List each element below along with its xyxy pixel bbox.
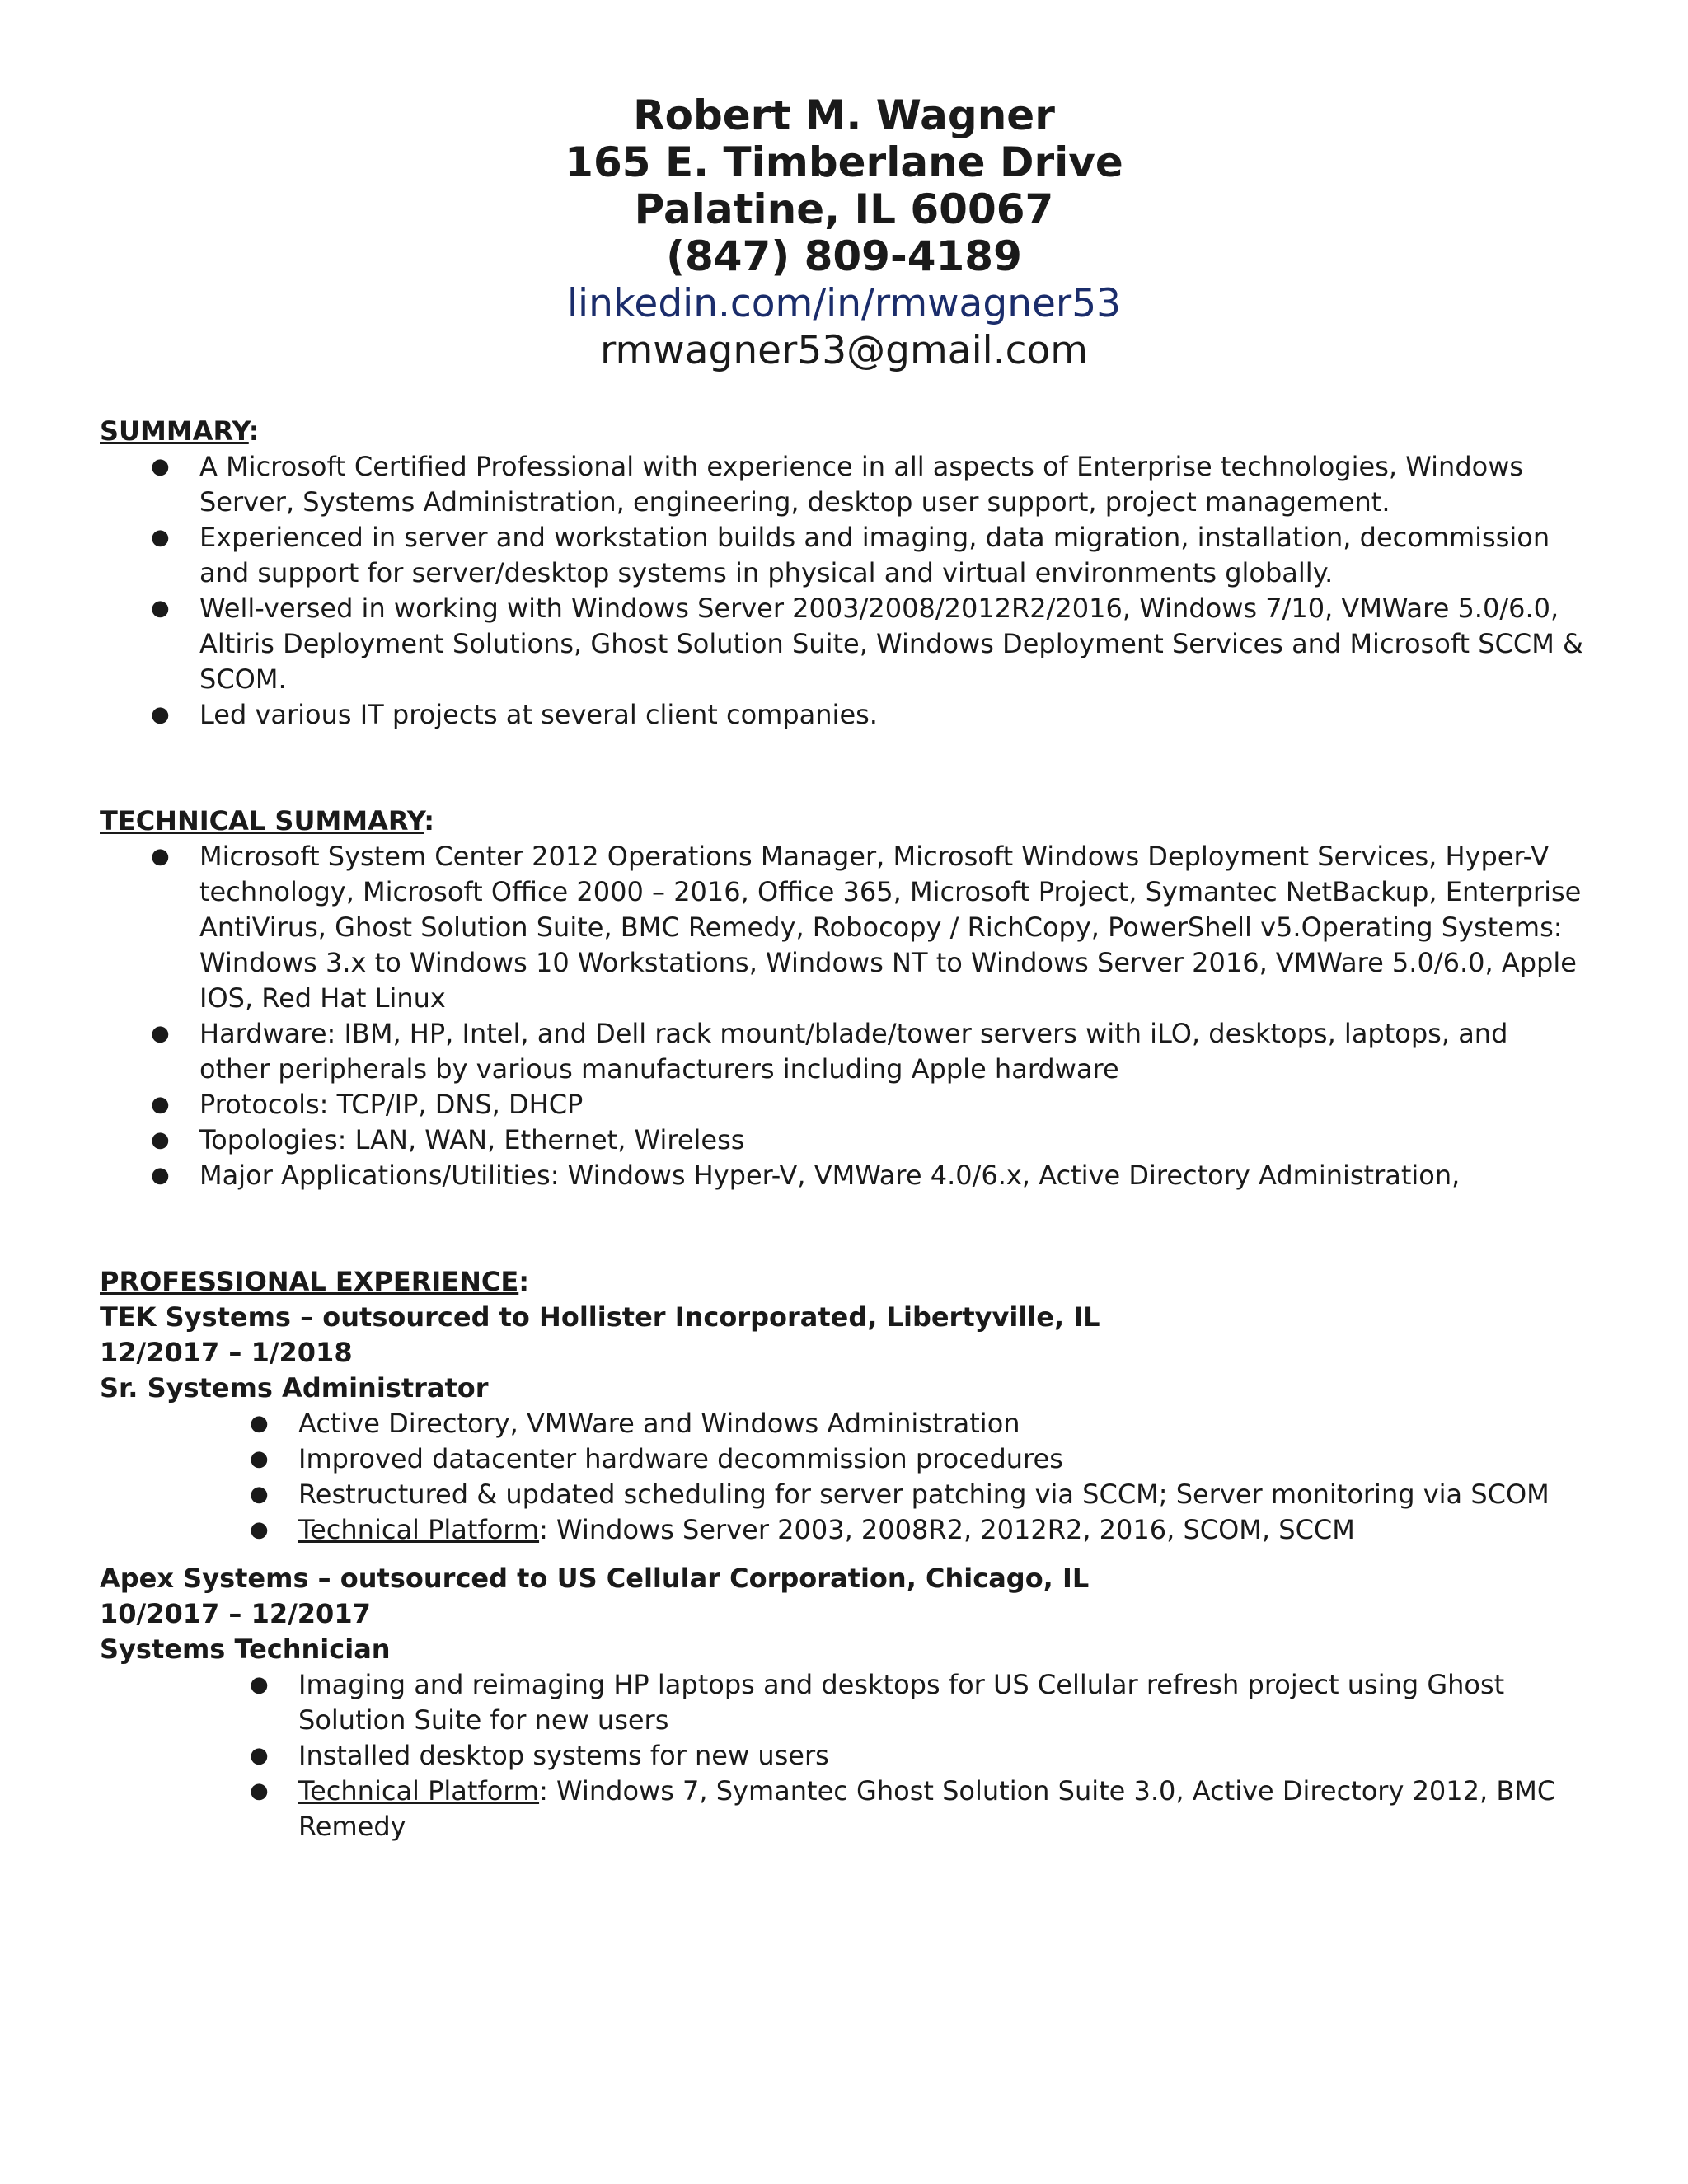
list-item: ● Major Applications/Utilities: Windows Hyper-V, VMWare 4.0/6.x, Active Directory Administration, — [100, 1158, 1583, 1193]
job-role: Systems Technician — [100, 1633, 391, 1665]
job-duties-list — [100, 1667, 1583, 1844]
bullet-icon: ● — [250, 1517, 269, 1542]
list-item: ● Improved datacenter hardware decommission procedures — [100, 1441, 1583, 1477]
list-item: ● Restructured & updated scheduling for server patching via SCCM; Server monitoring via SCOM — [100, 1477, 1583, 1512]
technical-summary-list — [100, 839, 1583, 1193]
technical-summary-heading: TECHNICAL SUMMARY: — [100, 805, 434, 837]
list-item: ● Microsoft System Center 2012 Operations Manager, Microsoft Windows Deployment Services, Hyper-V technology, Microsoft Office 2000 – 2016, Office 365, Microsoft Project, Symantec NetBackup, Enterprise AntiVirus, Ghost Solution Suite, BMC Remedy, Robocopy / RichCopy, PowerShell v5.Operating Systems: Windows 3.x to Windows 10 Workstations, Windows NT to Windows Server 2016, VMWare 5.0/6.0, Apple IOS, Red Hat Linux — [151, 841, 1582, 1014]
bullet-icon: ● — [151, 1163, 170, 1188]
list-item: ● Protocols: TCP/IP, DNS, DHCP — [100, 1087, 1583, 1122]
job-company: Apex Systems – outsourced to US Cellular Corporation, Chicago, IL — [100, 1563, 1090, 1594]
list-item: ● Experienced in server and workstation builds and imaging, data migration, installation, decommission and support for server/desktop systems in physical and virtual environments globally. — [151, 522, 1550, 588]
bullet-icon: ● — [250, 1446, 269, 1471]
list-item: ● Hardware: IBM, HP, Intel, and Dell rack mount/blade/tower servers with iLO, desktops, laptops, and other peripherals by various manufacturers including Apple hardware — [151, 1018, 1508, 1085]
bullet-icon: ● — [151, 525, 170, 550]
bullet-icon: ● — [250, 1672, 269, 1697]
list-item: ● Topologies: LAN, WAN, Ethernet, Wireless — [100, 1122, 1583, 1158]
job-company: TEK Systems – outsourced to Hollister Incorporated, Libertyville, IL — [100, 1301, 1100, 1333]
bullet-icon: ● — [250, 1482, 269, 1507]
job-role: Sr. Systems Administrator — [100, 1372, 489, 1404]
bullet-icon: ● — [151, 596, 170, 621]
city-state-zip: Palatine, IL 60067 — [634, 185, 1054, 233]
job-entry — [100, 1300, 1583, 1548]
bullet-icon: ● — [151, 844, 170, 869]
list-item — [100, 1512, 1583, 1548]
platform-value: : Windows 7, Symantec Ghost Solution Suite 3.0, Active Directory 2012, BMC Remedy — [298, 1775, 1556, 1842]
bullet-icon: ● — [151, 1092, 170, 1117]
bullet-icon: ● — [250, 1411, 269, 1436]
bullet-icon: ● — [250, 1743, 269, 1768]
list-item: ● Well-versed in working with Windows Server 2003/2008/2012R2/2016, Windows 7/10, VMWare 5.0/6.0, Altiris Deployment Solutions, Ghost Solution Suite, Windows Deployment Services and Microsoft SCCM & SCOM. — [151, 593, 1583, 695]
platform-value: : Windows Server 2003, 2008R2, 2012R2, 2016, SCOM, SCCM — [539, 1514, 1355, 1545]
list-item: ● Active Directory, VMWare and Windows Administration — [100, 1406, 1583, 1441]
resume-header — [0, 92, 1688, 374]
bullet-icon: ● — [151, 454, 170, 479]
bullet-icon: ● — [151, 1021, 170, 1046]
list-item: ● Imaging and reimaging HP laptops and desktops for US Cellular refresh project using Ghost Solution Suite for new users — [250, 1669, 1505, 1736]
list-item: ● A Microsoft Certified Professional with experience in all aspects of Enterprise technologies, Windows Server, Systems Administration, engineering, desktop user support, project management. — [151, 451, 1524, 518]
street-address: 165 E. Timberlane Drive — [565, 138, 1123, 186]
platform-label: Technical Platform — [298, 1775, 540, 1807]
summary-heading: SUMMARY: — [100, 415, 260, 447]
linkedin-link[interactable]: linkedin.com/in/rmwagner53 — [566, 281, 1122, 326]
job-dates: 10/2017 – 12/2017 — [100, 1598, 371, 1629]
candidate-name: Robert M. Wagner — [633, 91, 1055, 139]
job-duties-list — [100, 1406, 1583, 1548]
resume-body — [100, 414, 1583, 1844]
bullet-icon: ● — [250, 1779, 269, 1803]
summary-list — [100, 449, 1583, 733]
list-item: ● Installed desktop systems for new users — [100, 1738, 1583, 1774]
job-entry — [100, 1561, 1583, 1844]
list-item — [100, 1774, 1583, 1844]
experience-heading: PROFESSIONAL EXPERIENCE: — [100, 1266, 530, 1297]
email-address: rmwagner53@gmail.com — [599, 328, 1089, 373]
phone-number: (847) 809-4189 — [666, 232, 1022, 280]
job-dates: 12/2017 – 1/2018 — [100, 1337, 353, 1368]
bullet-icon: ● — [151, 702, 170, 727]
platform-label: Technical Platform — [298, 1514, 540, 1545]
list-item: ● Led various IT projects at several client companies. — [100, 697, 1583, 733]
bullet-icon: ● — [151, 1127, 170, 1152]
